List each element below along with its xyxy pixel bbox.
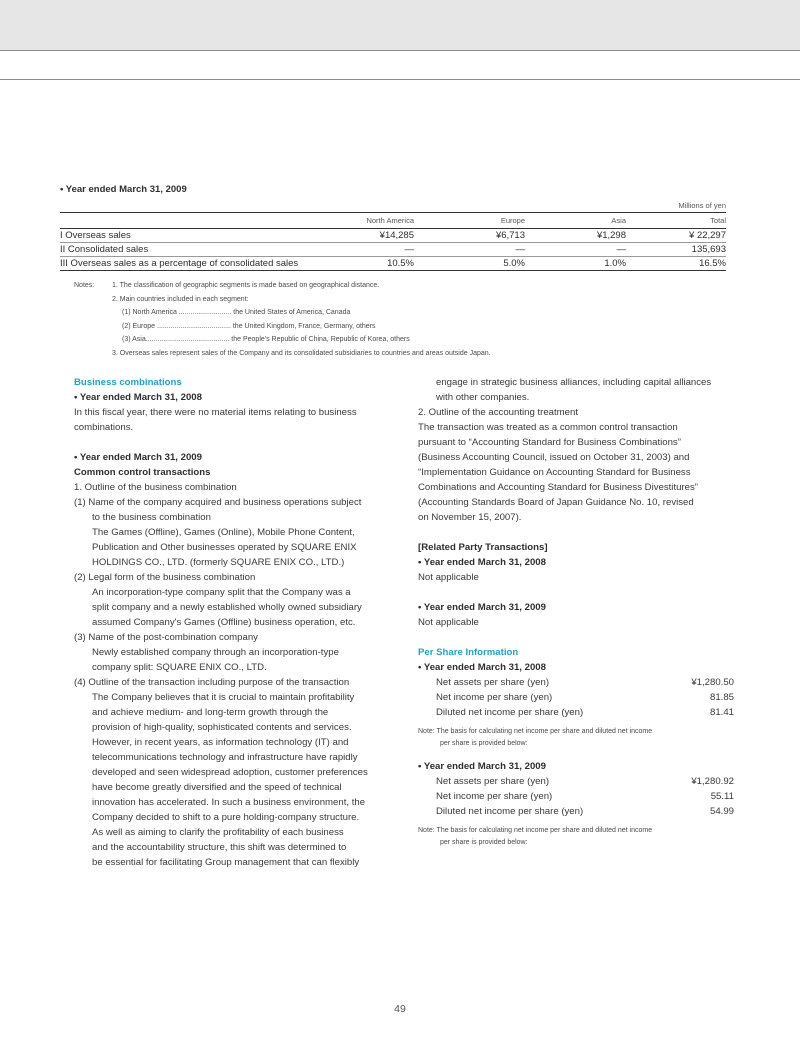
paragraph-line: innovation has accelerated. In such a business environment, the — [92, 797, 366, 808]
paragraph-line: Newly established company through an incorporation-type — [92, 647, 339, 658]
page-number: 49 — [394, 1003, 406, 1015]
paragraph-line: (Business Accounting Council, issued on October 31, 2003) and — [418, 452, 690, 463]
table-header — [60, 212, 726, 229]
paragraph-line: Company decided to shift to a pure holding-company structure. — [92, 812, 360, 823]
per-share-row — [418, 675, 734, 690]
paragraph-line: However, in recent years, as information technology (IT) and — [92, 737, 349, 748]
col-asia: Asia — [611, 216, 626, 225]
per-share-note — [418, 726, 728, 749]
notes-label: Notes: — [74, 282, 95, 289]
cell-total: ¥ 22,297 — [689, 230, 726, 241]
unit-label: Millions of yen — [678, 201, 726, 210]
col-north-america: North America — [366, 216, 414, 225]
paragraph-line: provision of high-quality, sophisticated contents and services. — [92, 722, 352, 733]
paragraph-line: Combinations and Accounting Standard for Business Divestitures” — [418, 482, 698, 493]
per-share-value: 54.99 — [709, 806, 734, 817]
per-share-row — [418, 789, 734, 804]
year-heading: • Year ended March 31, 2009 — [418, 602, 546, 613]
header-band — [0, 0, 800, 51]
paragraph-line: (4) Outline of the transaction including purpose of the transaction — [74, 677, 350, 688]
paragraph-line: As well as aiming to clarify the profitability of each business — [92, 827, 344, 838]
per-share-value: 81.85 — [709, 692, 734, 703]
per-share-note — [418, 825, 728, 848]
paragraph-line: be essential for facilitating Group management that can flexibly — [92, 857, 360, 868]
paragraph-line: “Implementation Guidance on Accounting Standard for Business — [418, 467, 691, 478]
per-share-row — [418, 705, 734, 720]
per-share-label: Net assets per share (yen) — [436, 677, 550, 688]
cell-europe: ¥6,713 — [495, 230, 525, 241]
per-share-row — [418, 804, 734, 819]
cell-asia: — — [616, 244, 626, 255]
paragraph-line: 1. Outline of the business combination — [74, 482, 237, 493]
paragraph-line: pursuant to “Accounting Standard for Business Combinations” — [418, 437, 681, 448]
note-2a: (1) North America ........................... the United States of America, Canada — [122, 309, 351, 316]
section-title-business-combinations: Business combinations — [74, 377, 182, 388]
left-column — [74, 375, 384, 870]
paragraph-line: Not applicable — [418, 617, 479, 628]
per-share-value: 81.41 — [709, 707, 734, 718]
segment-title: • Year ended March 31, 2009 — [60, 184, 187, 195]
paragraph-line: HOLDINGS CO., LTD. (formerly SQUARE ENIX CO., LTD.) — [92, 557, 345, 568]
row-label: III Overseas sales as a percentage of consolidated sales — [60, 258, 299, 269]
paragraph-line: to the business combination — [92, 512, 211, 523]
paragraph-line: Publication and Other businesses operated by SQUARE ENIX — [92, 542, 357, 553]
paragraph-line: engage in strategic business alliances, including capital alliances — [436, 377, 712, 388]
paragraph-line: on November 15, 2007). — [418, 512, 522, 523]
right-column — [418, 375, 734, 848]
paragraph-line: The Company believes that it is crucial to maintain profitability — [92, 692, 355, 703]
cell-europe: — — [515, 244, 525, 255]
cell-europe: 5.0% — [503, 258, 525, 269]
paragraph-line: An incorporation-type company split that the Company was a — [92, 587, 351, 598]
table-row — [60, 243, 726, 257]
note-2b: (2) Europe ...................................... the United Kingdom, France, Germany, others — [122, 322, 376, 330]
per-share-row — [418, 774, 734, 789]
per-share-label: Net income per share (yen) — [436, 791, 553, 802]
paragraph-line: combinations. — [74, 422, 134, 433]
paragraph-line: (Accounting Standards Board of Japan Guidance No. 10, revised — [418, 497, 694, 508]
paragraph-line: with other companies. — [436, 392, 530, 403]
paragraph-line: Not applicable — [418, 572, 479, 583]
per-share-row — [418, 690, 734, 705]
table-row — [60, 257, 726, 271]
subheading-common-control: Common control transactions — [74, 467, 211, 478]
paragraph-line: and the accountability structure, this shift was determined to — [92, 842, 347, 853]
note-2c: (3) Asia........................................... the People's Republic of China, Republic of Korea, others — [122, 336, 410, 343]
cell-asia: 1.0% — [604, 258, 626, 269]
paragraph-line: (3) Name of the post-combination company — [74, 632, 258, 643]
paragraph-line: (1) Name of the company acquired and business operations subject — [74, 497, 362, 508]
paragraph-line: have become greatly diversified and the speed of technical — [92, 782, 342, 793]
note-line: Note: The basis for calculating net income per share and diluted net income — [418, 827, 653, 834]
cell-total: 16.5% — [699, 258, 726, 269]
row-label: I Overseas sales — [60, 230, 131, 241]
note-line: per share is provided below: — [440, 739, 528, 747]
cell-north-america: ¥14,285 — [379, 230, 414, 241]
col-total: Total — [710, 216, 726, 225]
year-heading: • Year ended March 31, 2008 — [418, 557, 546, 568]
paragraph-line: assumed Company's Games (Offline) business operation, etc. — [92, 617, 356, 628]
table-row — [60, 229, 726, 243]
per-share-value: ¥1,280.92 — [691, 776, 734, 787]
cell-north-america: 10.5% — [387, 258, 414, 269]
note-3: 3. Overseas sales represent sales of the Company and its consolidated subsidiaries to countries and areas outside Japan. — [112, 349, 491, 357]
paragraph-line: company split: SQUARE ENIX CO., LTD. — [92, 662, 267, 673]
paragraph-line: In this fiscal year, there were no material items relating to business — [74, 407, 357, 418]
cell-asia: ¥1,298 — [596, 230, 626, 241]
paragraph-line: telecommunications technology and infrastructure have rapidly — [92, 752, 358, 763]
year-heading: • Year ended March 31, 2008 — [74, 392, 202, 403]
section-title-per-share: Per Share Information — [418, 647, 519, 658]
segment-table — [60, 201, 726, 271]
row-label: II Consolidated sales — [60, 244, 149, 255]
paragraph-line: The Games (Offline), Games (Online), Mobile Phone Content, — [92, 527, 355, 538]
col-europe: Europe — [500, 216, 525, 225]
note-1: 1. The classification of geographic segments is made based on geographical distance. — [112, 282, 380, 289]
paragraph-line: (2) Legal form of the business combination — [74, 572, 256, 583]
cell-total: 135,693 — [691, 244, 726, 255]
paragraph-line: 2. Outline of the accounting treatment — [418, 407, 578, 418]
paragraph-line: developed and seen widespread adoption, customer preferences — [92, 767, 368, 778]
paragraph-line: split company and a newly established wholly owned subsidiary — [92, 602, 362, 613]
note-line: per share is provided below: — [440, 838, 528, 846]
per-share-label: Diluted net income per share (yen) — [436, 707, 584, 718]
paragraph-line: and achieve medium- and long-term growth through the — [92, 707, 329, 718]
note-line: Note: The basis for calculating net income per share and diluted net income — [418, 728, 653, 735]
cell-north-america: — — [404, 244, 414, 255]
year-heading: • Year ended March 31, 2009 — [418, 761, 546, 772]
section-title-related-party: [Related Party Transactions] — [418, 542, 548, 553]
paragraph-line: The transaction was treated as a common control transaction — [418, 422, 678, 433]
per-share-value: 55.11 — [710, 791, 734, 802]
per-share-label: Net income per share (yen) — [436, 692, 553, 703]
note-2: 2. Main countries included in each segment: — [112, 295, 249, 303]
per-share-label: Net assets per share (yen) — [436, 776, 550, 787]
year-heading: • Year ended March 31, 2009 — [74, 452, 202, 463]
header-rule — [0, 79, 800, 80]
year-heading: • Year ended March 31, 2008 — [418, 662, 546, 673]
per-share-label: Diluted net income per share (yen) — [436, 806, 584, 817]
per-share-value: ¥1,280.50 — [691, 677, 734, 688]
